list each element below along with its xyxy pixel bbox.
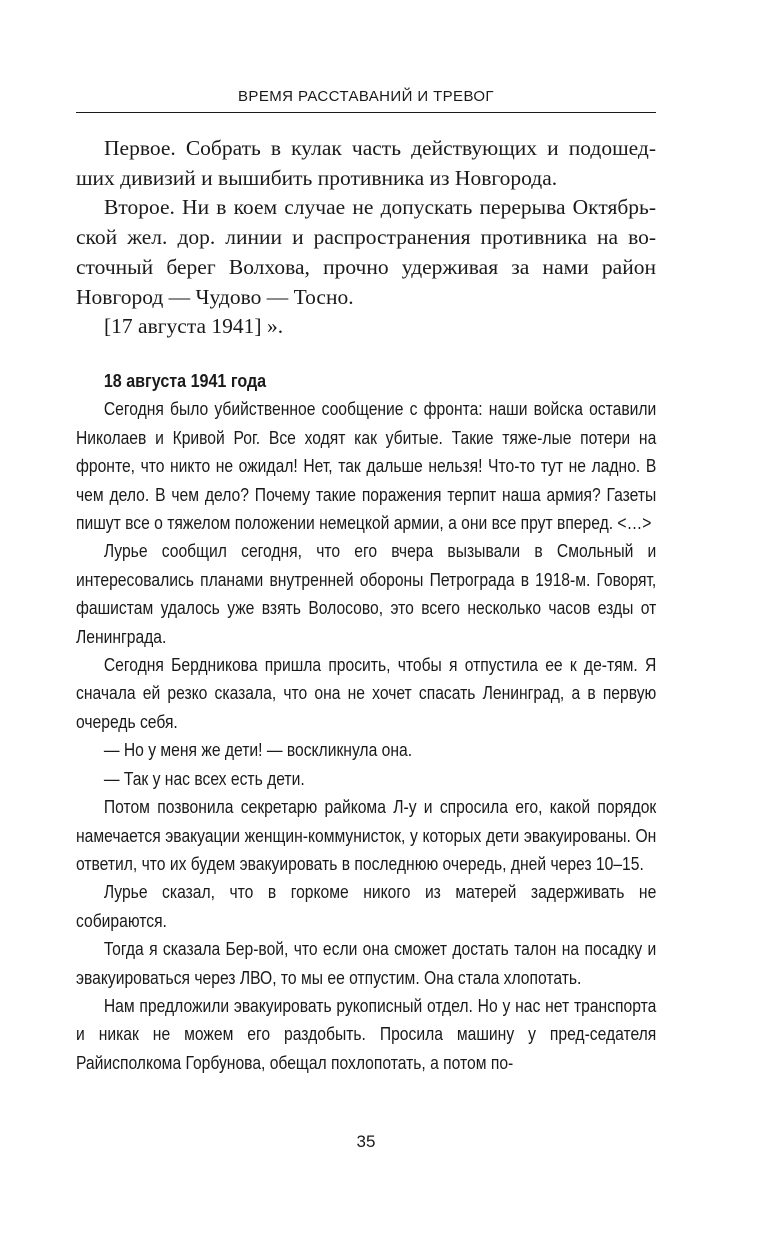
quoted-directive — [76, 134, 656, 342]
page-number: 35 — [356, 1132, 376, 1151]
header-rule — [76, 112, 656, 113]
quote-paragraph: Второе. Ни в коем случае не допускать перерыва Октябрь-ской жел. дор. линии и распространения противника на во-сточный берег Волхова, прочно удерживая за нами район Новгород — Чудово — Тосно. — [76, 195, 656, 309]
dialogue-line: — Но у меня же дети! — воскликнула она. — [103, 740, 413, 761]
quote-date: [17 августа 1941] ». — [104, 314, 284, 339]
diary-paragraph: Сегодня Бердникова пришла просить, чтобы я отпустила ее к де-тям. Я сначала ей резко сказала, что она не хочет спасать Ленинград, а в первую очередь себя. — [76, 655, 657, 732]
diary-paragraph: Нам предложили эвакуировать рукописный отдел. Но у нас нет транспорта и никак не можем его раздобыть. Просила машину у пред-седателя Райисполкома Горбунова, обещал похлопотать, а потом по- — [76, 995, 657, 1073]
entry-date-heading: 18 августа 1941 года — [103, 370, 267, 391]
diary-paragraph: Лурье сказал, что в горкоме никого из матерей задерживать не собираются. — [76, 882, 657, 931]
diary-paragraph: Тогда я сказала Бер-вой, что если она сможет достать талон на посадку и эвакуироваться через ЛВО, то мы ее отпустим. Она стала хлопотать. — [76, 939, 657, 988]
quote-paragraph: Первое. Собрать в кулак часть действующих и подошед-ших дивизий и вышибить противника из Новгорода. — [76, 136, 656, 190]
running-head: ВРЕМЯ РАССТАВАНИЙ И ТРЕВОГ — [238, 88, 494, 105]
diary-entry — [76, 367, 656, 1077]
diary-paragraph: Лурье сообщил сегодня, что его вчера вызывали в Смольный и интересовались планами внутренней обороны Петрограда в 1918-м. Говорят, фашистам удалось уже взять Волосово, это всего несколько часов езды от Ленинграда. — [76, 541, 657, 647]
diary-paragraph: Сегодня было убийственное сообщение с фронта: наши войска оставили Николаев и Кривой Рог. Все ходят как убитые. Такие тяже-лые потери на фронте, что никто не ожидал! Нет, так дальше нельзя! Что-то тут не ладно. В чем дело. В чем дело? Почему такие поражения терпит наша армия? Газеты пишут все о тяжелом положении немецкой армии, а они все прут вперед. <…> — [76, 399, 657, 534]
dialogue-line: — Так у нас всех есть дети. — [103, 768, 305, 789]
diary-paragraph: Потом позвонила секретарю райкома Л-у и спросила его, какой порядок намечается эвакуации женщин-коммунисток, у которых дети эвакуированы. Он ответил, что их будем эвакуировать в последнюю очередь, дней через 10–15. — [76, 797, 657, 874]
